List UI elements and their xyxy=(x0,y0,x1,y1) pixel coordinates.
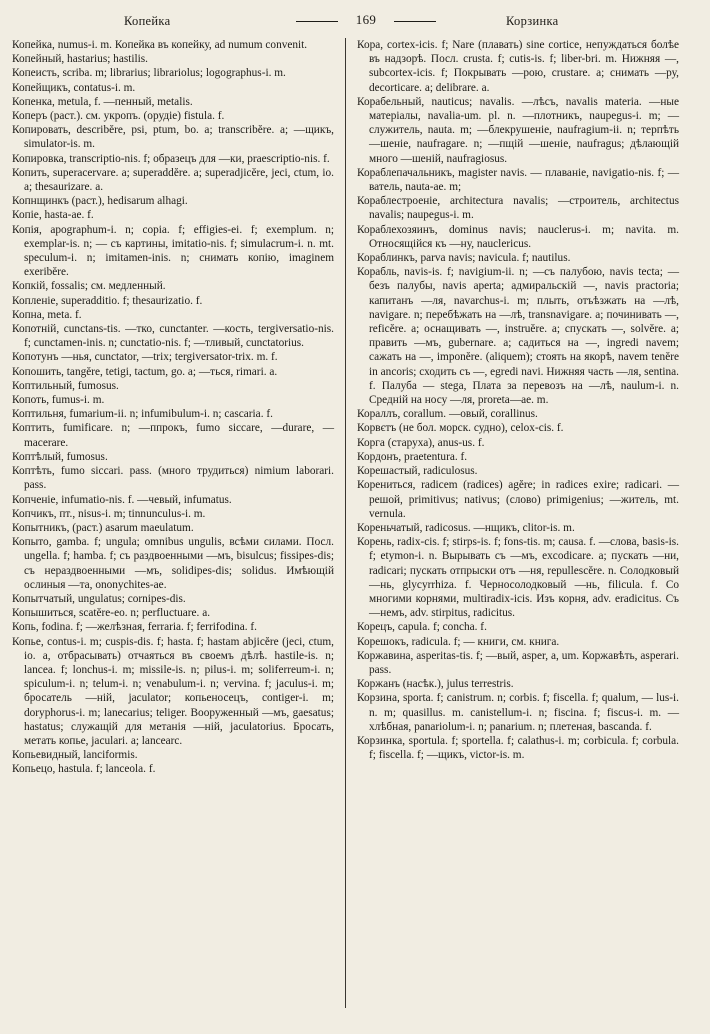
dictionary-entry: Корешокъ, radicula. f; — книги, см. книга. xyxy=(357,635,560,648)
dictionary-entry: Копотній, cunctans-tis. —тко, cunctanter. —кость, tergiversatio-nis. f; cunctamen-inis. n; cunctatio-nis. f; —тливый, cunctatorius. xyxy=(12,323,334,350)
dictionary-entry: Копытникъ, (раст.) asarum maeulatum. xyxy=(12,521,194,534)
dictionary-entry: Копейщикъ, contatus-i. m. xyxy=(12,81,136,94)
dictionary-entry: Копленіе, superadditio. f; thesaurizatio. f. xyxy=(12,294,203,307)
dictionary-entry: Коптѣлый, fumosus. xyxy=(12,450,108,463)
dictionary-entry: Копоть, fumus-i. m. xyxy=(12,394,105,407)
dictionary-entry: Корецъ, capula. f; concha. f. xyxy=(357,621,487,634)
dictionary-entry: Коптильный, fumosus. xyxy=(12,379,119,392)
dictionary-entry: Корабль, navis-is. f; navigium-ii. n; —съ палубою, navis tecta; —безъ палубы, navis aperta; адмиральскій —, navis practoria; капитанъ —ля, navarchus-i. m; плыть, отъѣзжать на —лѣ, navigare. n; перебѣжать на —лѣ, transnavigare. a; починивать —, reficĕre. a; оснащивать —, instruĕre. a; спускать —, solvĕre. a; править —мъ, gubernare. a; садиться на —, ingredi navem; сажать на —, imponĕre. (aliquem); стоять на якорѣ, navem tenĕre in ancoris; сходить съ —, egredi navi. Нижняя часть —ля, sentina. f. Палуба — stega, Плата за перевозъ на —лѣ, naulum-i. n. Средній на носу —ля, proreta—ae. m. xyxy=(357,266,679,407)
dictionary-entry: Кордонъ, praetentura. f. xyxy=(357,450,468,463)
dictionary-entry: Копчикъ, пт., nisus-i. m; tinnunculus-i. m. xyxy=(12,507,206,520)
dictionary-entry: Кораблепачальникъ, magister navis. — плаваніе, navigatio-nis. f; —ватель, nauta-ae. m; xyxy=(357,166,679,194)
dictionary-entry: Коптить, fumificare. n; —ппрокъ, fumo siccare, —durare, —macerare. xyxy=(12,422,334,449)
running-head-left: Копейка xyxy=(124,14,171,28)
dictionary-entry: Коржанъ (насѣк.), julus terrestris. xyxy=(357,678,514,691)
dictionary-entry: Копыто, gamba. f; ungula; omnibus ungulis, всѣми силами. Посл. ungella. f; hamba. f; съ раздвоенными —мъ, bisulcus; fissipes-dis; съ нераздвоенными —мъ, solidipes-dis; solidus. Имѣющій ослиныя —та, ononychites-ae. xyxy=(12,536,334,591)
dictionary-entry: Копкій, fossalis; см. медленный. xyxy=(12,280,166,293)
column-divider xyxy=(345,38,346,1008)
dictionary-entry: Копеисть, scriba. m; librarius; librariolus; logographus-i. m. xyxy=(12,67,286,80)
dictionary-entry: Копна, meta. f. xyxy=(12,308,82,321)
dictionary-entry: Корешастый, radiculosus. xyxy=(357,465,478,478)
dictionary-entry: Копченіе, infumatio-nis. f. —чевый, infumatus. xyxy=(12,493,232,506)
dictionary-entry: Копышиться, scatĕre-eo. n; perfluctuare. a. xyxy=(12,607,211,620)
dictionary-entry: Копотунъ —нья, cunctator, —trix; tergiversator-trix. m. f. xyxy=(12,351,278,364)
dictionary-entry: Корень, radix-cis. f; stirps-is. f; fons-tis. m; causa. f. —слова, basis-is. f; etymon-i. n. Вырывать съ —мъ, excodicare. a; пускать —ни, radicari; пускать отпрыски отъ —ня, repullescĕre. n. Солодковый —нь, glycyrrhiza. f. Черносолодковый —нь, filicula. f. Со многими корнями, multiradix-icis. Изъ корня, adv. eradicitus. Съ —немъ, adv. stirpitus, radicitus. xyxy=(357,536,679,620)
dictionary-entry: Кораблехозяинъ, dominus navis; nauclerus-i. m; navita. m. Относящійся къ —ну, nauclericus. xyxy=(357,223,679,250)
dictionary-entry: Копить, superacervare. a; superaddĕre. a; superadjicĕre, jeci, ctum, io. a; thesaurizare. a. xyxy=(12,166,334,194)
dictionary-entry: Корениться, radicem (radices) agĕre; in radices exire; radicari. —решой, primitivus; nativus; (слово) primigenius; —житель, mt. vernula. xyxy=(357,479,679,520)
dictionary-entry: Копенка, metula, f. —пенный, metalis. xyxy=(12,95,193,108)
dictionary-entry: Корвєтъ (не бол. морск. судно), celox-cis. f. xyxy=(357,422,564,435)
dictionary-entry: Коржавина, asperitas-tis. f; —вый, asper, a, um. Коржавѣть, asperari. pass. xyxy=(357,649,679,676)
dictionary-entry: Копье, contus-i. m; cuspis-dis. f; hasta. f; hastam abjicĕre (jeci, ctum, io. a, отбрасывать) отчаяться въ своемъ дѣлѣ. hastile-is. n; lancea. f; lonchus-i. m; missile-is. n; pilus-i. m; soliferreum-i. n; spiculum-i. n; telum-i. n; venabulum-i. n; vervina. f; jaculus-i. m; бросатель —ній, jaculator; копьеносецъ, contiger-i. m; doryphorus-i. m; lanecarius; teliger. Вооруженный —мъ, gaesatus; hastatus; служащій для метанія —ній, jaculatorius. Бросать, метать копье, jaculari. a; lancearc. xyxy=(12,635,334,747)
two-column-body xyxy=(12,38,700,1008)
dictionary-entry: Кораллъ, corallum. —овый, corallinus. xyxy=(357,408,538,421)
dictionary-entry: Копировка, transcriptio-nis. f; образецъ для —ки, praescriptio-nis. f. xyxy=(12,152,330,165)
dictionary-entry: Копія, apographum-i. n; copia. f; effigies-ei. f; exemplum. n; exemplar-is. n; — съ картины, imitatio-nis. f; simulacrum-i. n. mt. speculum-i. n; imitamen-inis. n; снимать копію, imaginem exeribĕre. xyxy=(12,223,334,279)
dictionary-entry: Коптильня, fumarium-ii. n; infumibulum-i. n; cascaria. f. xyxy=(12,408,273,421)
dictionary-entry: Копь, fodina. f; —желѣзная, ferraria. f; ferrifodina. f. xyxy=(12,621,257,634)
running-head-right: Корзинка xyxy=(506,14,559,28)
page-number: 169 xyxy=(296,12,436,28)
dictionary-entry: Кораблестроеніе, architectura navalis; —строитель, architectus navalis; naupegus-i. m. xyxy=(357,195,679,222)
dictionary-entry: Копировать, describĕre, psi, ptum, bo. a; transcribĕre. a; —щикъ, simulator-is. m. xyxy=(12,124,334,151)
dictionary-entry: Корабельный, nauticus; navalis. —лѣсъ, navalis materia. —ные матеріалы, navalia-um. pl. n. —плотникъ, naupegus-i. m; —служитель, nauta. m; —блекрушеніе, naufragium-ii. n; терпѣть —шеніе, naufragare. n; —пщій —шеніе, naufragus; дѣлающій много —шеній, naufragiosus. xyxy=(357,95,679,165)
dictionary-entry: Копейный, hastarius; hastilis. xyxy=(12,53,149,66)
dictionary-entry: Копытчатый, ungulatus; cornipes-dis. xyxy=(12,592,186,605)
dictionary-entry: Копіе, hasta-ae. f. xyxy=(12,209,94,222)
dictionary-entry: Корга (старуха), anus-us. f. xyxy=(357,436,485,449)
left-column xyxy=(12,38,342,1008)
dictionary-entry: Кора, cortex-icis. f; Nare (плавать) sine cortice, непуждаться болѣе въ надзорѣ. Посл. crusta. f; cutis-is. f; liber-bri. m. Нижняя —, subcortex-icis. f; Покрывать —рою, crustare. a; снимать —ру, decorticare. a; delibrare. a. xyxy=(357,39,679,94)
right-column xyxy=(349,38,679,1008)
dictionary-entry: Копьевидный, lanciformis. xyxy=(12,749,138,762)
dictionary-entry: Корзина, sporta. f; canistrum. n; corbis. f; fiscella. f; qualum, — lus-i. n. m; quasillus. m. canistellum-i. n; fiscina. f; fiscus-i. m. —хлѣбная, panariolum-i. n; panarium. n; плетеная, bascanda. f. xyxy=(357,692,679,733)
dictionary-entry: Копошить, tangĕre, tetigi, tactum, go. a; —ться, rimari. a. xyxy=(12,365,278,378)
dictionary-entry: Копнщинкъ (раст.), hedisarum alhagi. xyxy=(12,195,188,208)
dictionary-entry: Коперъ (раст.). см. укропъ. (орудіе) fistula. f. xyxy=(12,110,225,123)
dictionary-entry: Копейка, numus-i. m. Копейка въ копейку, ad numum convenit. xyxy=(12,39,308,51)
page-header xyxy=(12,8,700,30)
dictionary-entry: Корзинка, sportula. f; sportella. f; calathus-i. m; corbicula. f; corbula. f; fiscella. f; —щикъ, victor-is. m. xyxy=(357,734,679,762)
dictionary-entry: Кораблинкъ, parva navis; navicula. f; nautilus. xyxy=(357,252,571,265)
dictionary-entry: Кореньчатый, radicosus. —нщикъ, clitor-is. m. xyxy=(357,521,575,534)
dictionary-entry: Коптѣть, fumo siccari. pass. (много трудиться) nimium laborari. pass. xyxy=(12,465,334,492)
dictionary-entry: Копьецо, hastula. f; lanceola. f. xyxy=(12,763,156,776)
